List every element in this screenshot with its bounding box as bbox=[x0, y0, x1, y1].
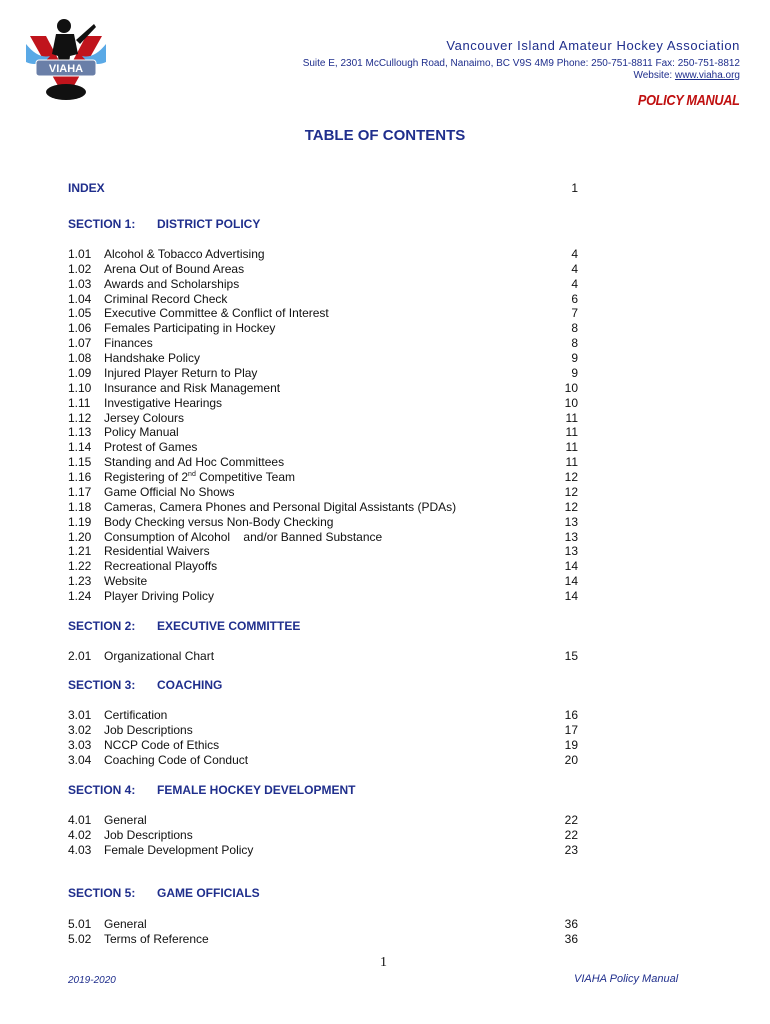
entry-page: 7 bbox=[571, 306, 578, 321]
entry-page: 11 bbox=[565, 455, 578, 470]
index-label: INDEX bbox=[68, 181, 105, 195]
entry-page: 22 bbox=[564, 827, 578, 842]
section-title: GAME OFFICIALS bbox=[157, 886, 260, 900]
entry-label: Terms of Reference bbox=[104, 932, 209, 946]
website-line bbox=[633, 70, 740, 81]
entry-label-superscript: nd bbox=[188, 471, 196, 479]
entry-page: 12 bbox=[564, 499, 578, 514]
entry-label: Coaching Code of Conduct bbox=[104, 753, 249, 767]
entry-label: Consumption of Alcohol and/or Banned Substance bbox=[104, 529, 383, 544]
entry-page: 13 bbox=[564, 529, 578, 544]
policy-manual-title: POLICY MANUAL bbox=[638, 92, 740, 109]
entry-page: 20 bbox=[564, 753, 578, 767]
section-title: EXECUTIVE COMMITTEE bbox=[157, 619, 301, 633]
entry-number: 1.14 bbox=[68, 440, 92, 455]
toc-entry[interactable] bbox=[68, 723, 578, 738]
toc-entry[interactable] bbox=[68, 277, 578, 292]
toc-entry[interactable] bbox=[68, 455, 578, 470]
entry-label: Certification bbox=[104, 708, 168, 722]
toc-entry[interactable] bbox=[68, 589, 578, 604]
entry-page: 23 bbox=[564, 842, 578, 857]
toc-entry[interactable] bbox=[68, 708, 578, 723]
entry-number: 1.22 bbox=[68, 559, 92, 574]
entry-number: 1.21 bbox=[68, 544, 92, 559]
entry-number: 1.17 bbox=[68, 484, 92, 499]
entry-page: 16 bbox=[564, 708, 578, 722]
toc-entry[interactable] bbox=[68, 917, 578, 932]
entry-number: 3.02 bbox=[68, 723, 92, 737]
toc-title: TABLE OF CONTENTS bbox=[304, 127, 466, 144]
footer-year: 2019-2020 bbox=[68, 975, 116, 986]
entry-label: General bbox=[104, 917, 147, 931]
entry-label: Awards and Scholarships bbox=[104, 276, 240, 291]
entry-number: 1.04 bbox=[68, 291, 92, 306]
entry-number: 1.07 bbox=[68, 336, 92, 351]
entry-label: Residential Waivers bbox=[104, 544, 210, 559]
toc-entry[interactable] bbox=[68, 485, 578, 500]
entry-number: 1.12 bbox=[68, 410, 92, 425]
entry-number: 1.15 bbox=[68, 455, 92, 470]
entry-page: 22 bbox=[564, 813, 578, 827]
entry-page: 17 bbox=[564, 723, 578, 737]
entry-label: Insurance and Risk Management bbox=[104, 380, 281, 395]
entry-label: Cameras, Camera Phones and Personal Digital Assistants (PDAs) bbox=[104, 499, 457, 514]
entry-number: 1.11 bbox=[68, 395, 91, 410]
entry-number: 1.24 bbox=[68, 589, 92, 603]
entry-number: 1.02 bbox=[68, 261, 92, 276]
entry-number: 4.01 bbox=[68, 813, 92, 827]
section-number: SECTION 2: bbox=[68, 619, 136, 633]
toc-entry[interactable] bbox=[68, 425, 578, 440]
entry-label: Body Checking versus Non-Body Checking bbox=[104, 514, 334, 529]
section-number: SECTION 1: bbox=[68, 217, 136, 231]
toc-entry[interactable] bbox=[68, 440, 578, 455]
logo-text: VIAHA bbox=[48, 63, 84, 75]
toc-entry[interactable] bbox=[68, 828, 578, 843]
entry-label: Jersey Colours bbox=[104, 410, 185, 425]
entry-page: 4 bbox=[571, 247, 578, 261]
entry-number: 1.03 bbox=[68, 276, 92, 291]
entry-page: 15 bbox=[564, 649, 578, 663]
entry-number: 4.03 bbox=[68, 842, 92, 857]
entry-number: 1.01 bbox=[68, 247, 92, 261]
organization-address: Suite E, 2301 McCullough Road, Nanaimo, BC V9S 4M9 Phone: 250-751-8811 Fax: 250-751-8812 bbox=[302, 58, 740, 69]
entry-label-end: Competitive Team bbox=[195, 470, 295, 485]
toc-entry[interactable] bbox=[68, 530, 578, 545]
entry-label: NCCP Code of Ethics bbox=[104, 738, 220, 752]
entry-page: 9 bbox=[571, 365, 578, 380]
entry-page: 13 bbox=[564, 514, 578, 529]
entry-label: Standing and Ad Hoc Committees bbox=[104, 455, 285, 470]
entry-label: Females Participating in Hockey bbox=[104, 321, 276, 336]
toc-entry[interactable] bbox=[68, 515, 578, 530]
toc-entry[interactable] bbox=[68, 381, 578, 396]
entry-label: Alcohol & Tobacco Advertising bbox=[104, 247, 265, 261]
entry-number: 1.19 bbox=[68, 514, 92, 529]
entry-page: 11 bbox=[565, 425, 578, 440]
toc-entry[interactable] bbox=[68, 336, 578, 351]
entry-page: 12 bbox=[564, 484, 578, 499]
toc-entry[interactable] bbox=[68, 500, 578, 515]
entry-number: 3.01 bbox=[68, 708, 92, 722]
toc-entry[interactable] bbox=[68, 262, 578, 277]
entry-page: 13 bbox=[564, 544, 578, 559]
entry-page: 4 bbox=[571, 276, 578, 291]
entry-page: 19 bbox=[564, 738, 578, 752]
entry-number: 1.16 bbox=[68, 470, 92, 485]
entry-page: 11 bbox=[565, 410, 578, 425]
entry-label: Organizational Chart bbox=[104, 649, 215, 663]
entry-number: 3.04 bbox=[68, 753, 92, 767]
entry-page: 8 bbox=[571, 336, 578, 351]
toc-entry[interactable] bbox=[68, 292, 578, 307]
entry-page: 8 bbox=[571, 321, 578, 336]
entry-page: 36 bbox=[564, 917, 578, 931]
entry-label: Job Descriptions bbox=[104, 827, 193, 842]
entry-label: Injured Player Return to Play bbox=[104, 365, 258, 380]
toc-entry[interactable] bbox=[68, 247, 578, 262]
entry-page: 9 bbox=[571, 351, 578, 366]
entry-page: 14 bbox=[564, 559, 578, 574]
entry-label: Female Development Policy bbox=[104, 842, 254, 857]
entry-number: 1.06 bbox=[68, 321, 92, 336]
entry-label: Arena Out of Bound Areas bbox=[104, 261, 245, 276]
entry-page: 14 bbox=[564, 589, 578, 603]
section-number: SECTION 3: bbox=[68, 678, 136, 692]
entry-number: 1.09 bbox=[68, 365, 92, 380]
entry-page: 4 bbox=[571, 261, 578, 276]
toc-entry[interactable] bbox=[68, 559, 578, 574]
toc-entry[interactable] bbox=[68, 351, 578, 366]
entry-number: 5.01 bbox=[68, 917, 92, 931]
section-title: DISTRICT POLICY bbox=[157, 217, 261, 231]
toc-entry[interactable] bbox=[68, 470, 578, 485]
entry-number: 1.18 bbox=[68, 499, 92, 514]
entry-label: Player Driving Policy bbox=[104, 589, 215, 603]
toc-entry[interactable] bbox=[68, 321, 578, 336]
toc-entry[interactable] bbox=[68, 544, 578, 559]
index-page: 1 bbox=[571, 181, 578, 195]
entry-page: 11 bbox=[565, 440, 578, 455]
viaha-logo bbox=[24, 14, 108, 106]
website-link[interactable]: www.viaha.org bbox=[674, 70, 740, 81]
section-title: FEMALE HOCKEY DEVELOPMENT bbox=[157, 783, 356, 797]
entry-label: General bbox=[104, 813, 147, 827]
entry-number: 1.20 bbox=[68, 529, 92, 544]
toc-entry[interactable] bbox=[68, 574, 578, 589]
entry-label: Recreational Playoffs bbox=[104, 559, 218, 574]
entry-label: Investigative Hearings bbox=[104, 395, 223, 410]
toc-entry[interactable] bbox=[68, 932, 578, 947]
entry-page: 12 bbox=[564, 470, 578, 485]
toc-entry[interactable] bbox=[68, 813, 578, 828]
entry-label: Protest of Games bbox=[104, 440, 198, 455]
toc-entry[interactable] bbox=[68, 843, 578, 858]
toc-entry[interactable] bbox=[68, 738, 578, 753]
section-number: SECTION 5: bbox=[68, 886, 136, 900]
entry-number: 1.13 bbox=[68, 425, 92, 440]
section-number: SECTION 4: bbox=[68, 783, 136, 797]
toc-entry[interactable] bbox=[68, 396, 578, 411]
footer-page-number: 1 bbox=[380, 955, 387, 970]
entry-number: 3.03 bbox=[68, 738, 92, 752]
toc-entry[interactable] bbox=[68, 753, 578, 768]
entry-label: Website bbox=[104, 574, 148, 589]
entry-label: Criminal Record Check bbox=[104, 291, 228, 306]
footer-manual-name: VIAHA Policy Manual bbox=[574, 973, 679, 985]
toc-entry[interactable] bbox=[68, 649, 578, 664]
entry-page: 10 bbox=[564, 380, 578, 395]
entry-number: 4.02 bbox=[68, 827, 92, 842]
entry-number: 1.08 bbox=[68, 351, 92, 366]
toc-entry[interactable] bbox=[68, 366, 578, 381]
entry-number: 1.23 bbox=[68, 574, 92, 589]
entry-number: 5.02 bbox=[68, 932, 92, 946]
entry-label-start: Registering of 2 bbox=[104, 470, 189, 485]
entry-page: 6 bbox=[571, 291, 578, 306]
website-label: Website: bbox=[633, 70, 673, 81]
entry-label bbox=[104, 470, 295, 485]
entry-number: 1.05 bbox=[68, 306, 92, 321]
entry-number: 1.10 bbox=[68, 380, 92, 395]
entry-page: 10 bbox=[564, 395, 578, 410]
entry-label: Game Official No Shows bbox=[104, 484, 235, 499]
entry-page: 14 bbox=[564, 574, 578, 589]
entry-page: 36 bbox=[564, 932, 578, 946]
organization-name: Vancouver Island Amateur Hockey Association bbox=[446, 38, 740, 53]
entry-label: Job Descriptions bbox=[104, 723, 193, 737]
section-title: COACHING bbox=[157, 678, 223, 692]
entry-label: Finances bbox=[104, 336, 153, 351]
toc-entry[interactable] bbox=[68, 411, 578, 426]
entry-number: 2.01 bbox=[68, 649, 92, 663]
entry-label: Handshake Policy bbox=[104, 351, 201, 366]
entry-label: Executive Committee & Conflict of Interest bbox=[104, 306, 329, 321]
entry-label: Policy Manual bbox=[104, 425, 179, 440]
toc-entry[interactable] bbox=[68, 306, 578, 321]
